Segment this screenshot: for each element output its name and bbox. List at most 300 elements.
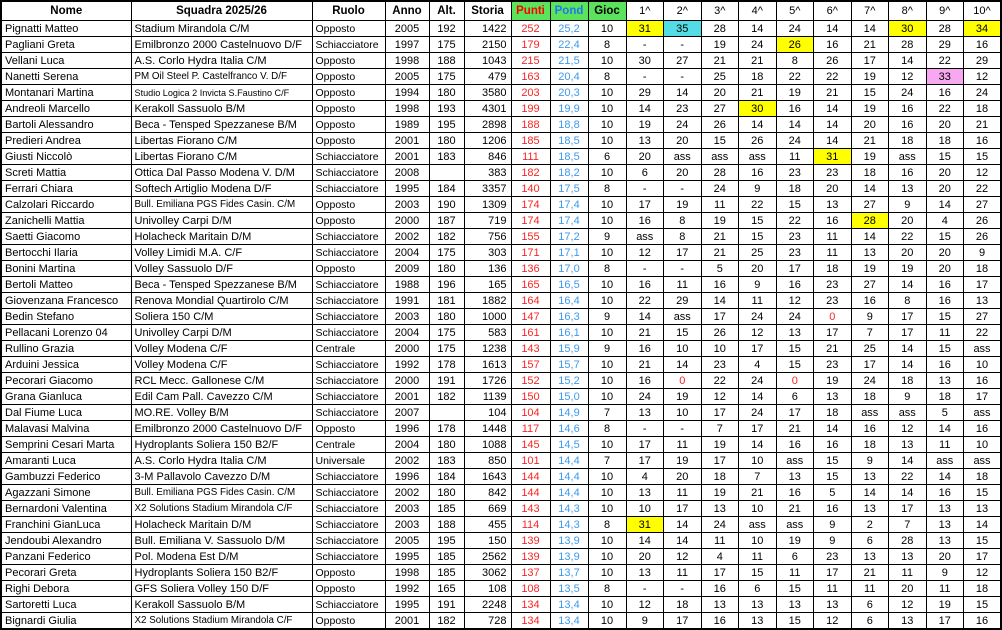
cell-giornata-3: 14 xyxy=(701,293,739,309)
cell-giornata-10: 22 xyxy=(964,325,1002,341)
cell-giornata-1: 9 xyxy=(626,613,664,630)
cell-giornata-7: 6 xyxy=(851,597,889,613)
cell-nome: Malavasi Malvina xyxy=(1,421,131,437)
cell-storia: 455 xyxy=(464,517,511,533)
cell-alt: 175 xyxy=(429,325,464,341)
cell-anno: 2004 xyxy=(385,325,429,341)
cell-giornata-4: 9 xyxy=(739,277,777,293)
cell-giornata-2: 11 xyxy=(664,437,702,453)
cell-punti: 145 xyxy=(511,437,550,453)
cell-nome: Bedin Stefano xyxy=(1,309,131,325)
cell-storia: 1422 xyxy=(464,21,511,37)
cell-anno: 1998 xyxy=(385,101,429,117)
cell-ruolo: Centrale xyxy=(312,437,385,453)
cell-giornata-9: 20 xyxy=(926,245,964,261)
cell-giornata-1: 20 xyxy=(626,549,664,565)
cell-giornata-6: 11 xyxy=(814,229,852,245)
cell-giornata-6: 13 xyxy=(814,389,852,405)
cell-storia: 136 xyxy=(464,261,511,277)
cell-giornata-5: 15 xyxy=(776,197,814,213)
cell-giornata-3: 26 xyxy=(701,117,739,133)
cell-punti: 174 xyxy=(511,213,550,229)
cell-giornata-5: 21 xyxy=(776,501,814,517)
cell-ruolo: Opposto xyxy=(312,565,385,581)
cell-pond: 13,9 xyxy=(550,533,588,549)
cell-giornata-1: 17 xyxy=(626,453,664,469)
cell-alt: 182 xyxy=(429,389,464,405)
cell-nome: Montanari Martina xyxy=(1,85,131,101)
cell-giornata-9: 13 xyxy=(926,533,964,549)
cell-giornata-3: 10 xyxy=(701,341,739,357)
cell-giornata-9: 20 xyxy=(926,261,964,277)
cell-gioc: 10 xyxy=(588,277,626,293)
cell-giornata-5: 17 xyxy=(776,261,814,277)
cell-alt: 175 xyxy=(429,245,464,261)
cell-anno: 2003 xyxy=(385,197,429,213)
cell-nome: Bertoli Matteo xyxy=(1,277,131,293)
cell-gioc: 9 xyxy=(588,309,626,325)
column-header-giornata-6: 6^ xyxy=(814,1,852,21)
cell-giornata-3: 18 xyxy=(701,469,739,485)
cell-punti: 134 xyxy=(511,613,550,630)
cell-giornata-7: 6 xyxy=(851,533,889,549)
cell-giornata-9: 18 xyxy=(926,133,964,149)
cell-squadra: Libertas Fiorano C/M xyxy=(131,133,312,149)
cell-ruolo: Opposto xyxy=(312,581,385,597)
table-row xyxy=(1,37,1001,53)
cell-giornata-5: 0 xyxy=(776,373,814,389)
cell-giornata-10: 27 xyxy=(964,309,1002,325)
cell-giornata-2: 17 xyxy=(664,245,702,261)
cell-giornata-7: 27 xyxy=(851,197,889,213)
cell-giornata-7: 13 xyxy=(851,469,889,485)
cell-nome: Agazzani Simone xyxy=(1,485,131,501)
cell-punti: 171 xyxy=(511,245,550,261)
cell-giornata-1: - xyxy=(626,37,664,53)
cell-nome: Bertocchi Ilaria xyxy=(1,245,131,261)
cell-giornata-3: 23 xyxy=(701,357,739,373)
cell-giornata-4: 11 xyxy=(739,549,777,565)
cell-giornata-10: 17 xyxy=(964,277,1002,293)
cell-giornata-10: ass xyxy=(964,405,1002,421)
cell-storia: 1000 xyxy=(464,309,511,325)
cell-ruolo: Schiacciatore xyxy=(312,485,385,501)
cell-giornata-7: 7 xyxy=(851,325,889,341)
cell-giornata-8: 14 xyxy=(889,341,927,357)
cell-punti: 174 xyxy=(511,197,550,213)
cell-giornata-2: 15 xyxy=(664,325,702,341)
cell-giornata-5: 23 xyxy=(776,245,814,261)
cell-pond: 17,5 xyxy=(550,181,588,197)
cell-gioc: 7 xyxy=(588,405,626,421)
cell-giornata-10: 16 xyxy=(964,373,1002,389)
cell-anno: 2003 xyxy=(385,517,429,533)
cell-squadra: Volley Limidi M.A. C/F xyxy=(131,245,312,261)
cell-giornata-1: 13 xyxy=(626,485,664,501)
cell-squadra: RCL Mecc. Gallonese C/M xyxy=(131,373,312,389)
cell-alt: 180 xyxy=(429,309,464,325)
cell-gioc: 8 xyxy=(588,581,626,597)
cell-storia: 1309 xyxy=(464,197,511,213)
cell-giornata-4: 22 xyxy=(739,197,777,213)
cell-giornata-6: 14 xyxy=(814,21,852,37)
cell-giornata-2: 29 xyxy=(664,293,702,309)
cell-giornata-6: 19 xyxy=(814,373,852,389)
cell-giornata-5: 24 xyxy=(776,21,814,37)
cell-anno: 1997 xyxy=(385,37,429,53)
cell-giornata-7: 13 xyxy=(851,501,889,517)
cell-giornata-4: 24 xyxy=(739,373,777,389)
cell-giornata-2: - xyxy=(664,37,702,53)
cell-giornata-8: 13 xyxy=(889,549,927,565)
table-row xyxy=(1,149,1001,165)
cell-gioc: 8 xyxy=(588,37,626,53)
cell-giornata-6: 14 xyxy=(814,117,852,133)
cell-pond: 22,4 xyxy=(550,37,588,53)
cell-giornata-10: 12 xyxy=(964,69,1002,85)
cell-giornata-5: 24 xyxy=(776,133,814,149)
cell-giornata-2: 14 xyxy=(664,533,702,549)
cell-ruolo: Schiacciatore xyxy=(312,405,385,421)
cell-giornata-2: - xyxy=(664,181,702,197)
header-row xyxy=(1,1,1001,21)
cell-gioc: 10 xyxy=(588,245,626,261)
cell-storia: 728 xyxy=(464,613,511,630)
cell-pond: 16,5 xyxy=(550,277,588,293)
cell-giornata-1: 12 xyxy=(626,245,664,261)
cell-squadra: Libertas Fiorano C/M xyxy=(131,149,312,165)
cell-ruolo: Centrale xyxy=(312,341,385,357)
cell-giornata-8: 16 xyxy=(889,101,927,117)
cell-storia: 669 xyxy=(464,501,511,517)
cell-giornata-10: 12 xyxy=(964,565,1002,581)
cell-storia: 1882 xyxy=(464,293,511,309)
cell-alt xyxy=(429,405,464,421)
cell-squadra: A.S. Corlo Hydra Italia C/M xyxy=(131,53,312,69)
cell-giornata-2: 27 xyxy=(664,53,702,69)
cell-ruolo: Opposto xyxy=(312,197,385,213)
cell-alt: 188 xyxy=(429,517,464,533)
cell-ruolo: Opposto xyxy=(312,117,385,133)
cell-nome: Franchini GianLuca xyxy=(1,517,131,533)
cell-pond: 21,5 xyxy=(550,53,588,69)
cell-punti: 164 xyxy=(511,293,550,309)
cell-giornata-6: 0 xyxy=(814,309,852,325)
cell-giornata-7: 19 xyxy=(851,101,889,117)
cell-storia: 1206 xyxy=(464,133,511,149)
cell-ruolo: Schiacciatore xyxy=(312,597,385,613)
cell-giornata-2: 18 xyxy=(664,597,702,613)
cell-giornata-1: 17 xyxy=(626,437,664,453)
cell-giornata-1: 13 xyxy=(626,405,664,421)
cell-pond: 14,9 xyxy=(550,405,588,421)
cell-giornata-10: 13 xyxy=(964,501,1002,517)
cell-pond: 15,9 xyxy=(550,341,588,357)
cell-giornata-2: 19 xyxy=(664,389,702,405)
cell-giornata-3: 16 xyxy=(701,581,739,597)
cell-punti: 185 xyxy=(511,133,550,149)
cell-giornata-3: 28 xyxy=(701,165,739,181)
cell-giornata-3: 26 xyxy=(701,325,739,341)
cell-giornata-8: 12 xyxy=(889,421,927,437)
cell-giornata-3: ass xyxy=(701,149,739,165)
cell-squadra: Kerakoll Sassuolo B/M xyxy=(131,101,312,117)
cell-squadra: Bull. Emiliana PGS Fides Casin. C/M xyxy=(131,485,312,501)
cell-gioc: 10 xyxy=(588,613,626,630)
cell-giornata-7: 16 xyxy=(851,421,889,437)
cell-giornata-10: 16 xyxy=(964,613,1002,630)
cell-anno: 1995 xyxy=(385,549,429,565)
cell-giornata-7: 19 xyxy=(851,69,889,85)
column-header-nome: Nome xyxy=(1,1,131,21)
cell-giornata-5: 13 xyxy=(776,469,814,485)
cell-giornata-10: 15 xyxy=(964,533,1002,549)
cell-giornata-2: ass xyxy=(664,149,702,165)
cell-giornata-10: 17 xyxy=(964,389,1002,405)
cell-ruolo: Schiacciatore xyxy=(312,37,385,53)
cell-storia: 104 xyxy=(464,405,511,421)
table-row xyxy=(1,501,1001,517)
cell-giornata-9: 4 xyxy=(926,213,964,229)
cell-pond: 17,0 xyxy=(550,261,588,277)
cell-giornata-2: 10 xyxy=(664,405,702,421)
cell-punti: 108 xyxy=(511,581,550,597)
cell-giornata-4: 17 xyxy=(739,421,777,437)
cell-squadra: Studio Logica 2 Invicta S.Faustino C/F xyxy=(131,85,312,101)
cell-gioc: 8 xyxy=(588,421,626,437)
cell-giornata-8: 17 xyxy=(889,325,927,341)
cell-nome: Pagliani Greta xyxy=(1,37,131,53)
cell-giornata-10: 16 xyxy=(964,133,1002,149)
cell-giornata-4: 26 xyxy=(739,133,777,149)
cell-giornata-1: 14 xyxy=(626,533,664,549)
cell-giornata-8: 9 xyxy=(889,197,927,213)
cell-giornata-3: 7 xyxy=(701,421,739,437)
cell-giornata-7: 17 xyxy=(851,53,889,69)
cell-pond: 17,4 xyxy=(550,197,588,213)
cell-storia: 2248 xyxy=(464,597,511,613)
cell-giornata-6: 14 xyxy=(814,421,852,437)
cell-giornata-8: 13 xyxy=(889,613,927,630)
cell-giornata-4: 16 xyxy=(739,165,777,181)
cell-giornata-6: 18 xyxy=(814,261,852,277)
cell-giornata-6: 15 xyxy=(814,453,852,469)
cell-giornata-1: 21 xyxy=(626,325,664,341)
cell-giornata-6: 13 xyxy=(814,597,852,613)
table-row xyxy=(1,229,1001,245)
cell-giornata-4: 10 xyxy=(739,453,777,469)
cell-punti: 182 xyxy=(511,165,550,181)
cell-giornata-1: 20 xyxy=(626,149,664,165)
cell-pond: 14,3 xyxy=(550,501,588,517)
cell-storia: 4301 xyxy=(464,101,511,117)
cell-giornata-4: 12 xyxy=(739,325,777,341)
cell-giornata-3: 19 xyxy=(701,37,739,53)
cell-squadra: Ottica Dal Passo Modena V. D/M xyxy=(131,165,312,181)
cell-punti: 137 xyxy=(511,565,550,581)
cell-pond: 20,4 xyxy=(550,69,588,85)
cell-pond: 13,9 xyxy=(550,549,588,565)
cell-giornata-7: 19 xyxy=(851,261,889,277)
column-header-giornata-3: 3^ xyxy=(701,1,739,21)
cell-storia: 842 xyxy=(464,485,511,501)
cell-giornata-5: 15 xyxy=(776,357,814,373)
cell-giornata-4: 15 xyxy=(739,213,777,229)
cell-storia: 1238 xyxy=(464,341,511,357)
cell-squadra: Univolley Carpi D/M xyxy=(131,325,312,341)
cell-storia: 383 xyxy=(464,165,511,181)
cell-squadra: Renova Mondial Quartirolo C/M xyxy=(131,293,312,309)
cell-giornata-4: 9 xyxy=(739,181,777,197)
cell-anno: 2007 xyxy=(385,405,429,421)
cell-giornata-6: 23 xyxy=(814,357,852,373)
column-header-giornata-1: 1^ xyxy=(626,1,664,21)
cell-squadra: Emilbronzo 2000 Castelnuovo D/F xyxy=(131,421,312,437)
cell-pond: 13,4 xyxy=(550,597,588,613)
cell-giornata-2: 10 xyxy=(664,341,702,357)
cell-giornata-3: 4 xyxy=(701,549,739,565)
cell-giornata-7: 15 xyxy=(851,85,889,101)
cell-giornata-6: 11 xyxy=(814,581,852,597)
column-header-anno: Anno xyxy=(385,1,429,21)
cell-giornata-4: 21 xyxy=(739,85,777,101)
cell-pond: 19,9 xyxy=(550,101,588,117)
cell-nome: Calzolari Riccardo xyxy=(1,197,131,213)
cell-anno: 2009 xyxy=(385,261,429,277)
cell-anno: 2005 xyxy=(385,21,429,37)
cell-nome: Righi Debora xyxy=(1,581,131,597)
cell-punti: 252 xyxy=(511,21,550,37)
cell-nome: Rullino Grazia xyxy=(1,341,131,357)
cell-nome: Pecorari Greta xyxy=(1,565,131,581)
cell-nome: Zanichelli Mattia xyxy=(1,213,131,229)
cell-giornata-9: 13 xyxy=(926,517,964,533)
cell-gioc: 9 xyxy=(588,229,626,245)
cell-anno: 1995 xyxy=(385,181,429,197)
cell-ruolo: Opposto xyxy=(312,101,385,117)
table-row xyxy=(1,197,1001,213)
cell-giornata-1: 22 xyxy=(626,293,664,309)
cell-squadra: Volley Sassuolo D/F xyxy=(131,261,312,277)
cell-giornata-10: 9 xyxy=(964,245,1002,261)
cell-giornata-8: 14 xyxy=(889,53,927,69)
cell-nome: Gambuzzi Federico xyxy=(1,469,131,485)
cell-giornata-9: 15 xyxy=(926,341,964,357)
cell-giornata-1: 16 xyxy=(626,341,664,357)
cell-ruolo: Schiacciatore xyxy=(312,149,385,165)
cell-anno: 1996 xyxy=(385,421,429,437)
cell-giornata-8: 8 xyxy=(889,293,927,309)
cell-nome: Vellani Luca xyxy=(1,53,131,69)
cell-alt: 175 xyxy=(429,69,464,85)
cell-giornata-9: 14 xyxy=(926,421,964,437)
cell-nome: Sartoretti Luca xyxy=(1,597,131,613)
cell-pond: 18,8 xyxy=(550,117,588,133)
cell-giornata-6: 31 xyxy=(814,149,852,165)
cell-anno: 2001 xyxy=(385,149,429,165)
cell-giornata-2: 0 xyxy=(664,373,702,389)
cell-anno: 2000 xyxy=(385,341,429,357)
cell-gioc: 10 xyxy=(588,101,626,117)
cell-giornata-3: 16 xyxy=(701,277,739,293)
cell-giornata-9: 29 xyxy=(926,37,964,53)
cell-punti: 134 xyxy=(511,597,550,613)
cell-nome: Giusti Niccolò xyxy=(1,149,131,165)
cell-giornata-5: 8 xyxy=(776,53,814,69)
cell-pond: 16,3 xyxy=(550,309,588,325)
cell-giornata-10: 26 xyxy=(964,213,1002,229)
cell-pond: 18,5 xyxy=(550,133,588,149)
cell-anno: 2002 xyxy=(385,229,429,245)
cell-giornata-9: 20 xyxy=(926,165,964,181)
cell-giornata-8: 22 xyxy=(889,469,927,485)
cell-giornata-9: ass xyxy=(926,453,964,469)
cell-giornata-8: 24 xyxy=(889,85,927,101)
cell-alt: 191 xyxy=(429,597,464,613)
cell-nome: Arduini Jessica xyxy=(1,357,131,373)
cell-giornata-1: 31 xyxy=(626,517,664,533)
cell-storia: 3580 xyxy=(464,85,511,101)
cell-giornata-8: 20 xyxy=(889,245,927,261)
cell-pond: 16,1 xyxy=(550,325,588,341)
cell-punti: 188 xyxy=(511,117,550,133)
cell-giornata-5: 23 xyxy=(776,229,814,245)
cell-nome: Screti Mattia xyxy=(1,165,131,181)
cell-giornata-3: 17 xyxy=(701,565,739,581)
cell-anno: 1998 xyxy=(385,53,429,69)
cell-gioc: 8 xyxy=(588,261,626,277)
cell-ruolo: Opposto xyxy=(312,613,385,630)
cell-giornata-9: 17 xyxy=(926,613,964,630)
table-row xyxy=(1,533,1001,549)
column-header-giornata-9: 9^ xyxy=(926,1,964,21)
cell-alt: 180 xyxy=(429,485,464,501)
cell-pond: 15,7 xyxy=(550,357,588,373)
cell-giornata-9: 15 xyxy=(926,309,964,325)
cell-anno: 1994 xyxy=(385,85,429,101)
cell-giornata-1: 16 xyxy=(626,277,664,293)
cell-giornata-2: 12 xyxy=(664,549,702,565)
cell-punti: 147 xyxy=(511,309,550,325)
cell-punti: 114 xyxy=(511,517,550,533)
cell-anno: 1996 xyxy=(385,469,429,485)
cell-storia: 150 xyxy=(464,533,511,549)
cell-gioc: 8 xyxy=(588,517,626,533)
cell-squadra: Stadium Mirandola C/M xyxy=(131,21,312,37)
cell-giornata-3: 25 xyxy=(701,69,739,85)
cell-giornata-5: 6 xyxy=(776,389,814,405)
cell-punti: 117 xyxy=(511,421,550,437)
cell-giornata-4: 10 xyxy=(739,501,777,517)
cell-squadra: Edil Cam Pall. Cavezzo C/M xyxy=(131,389,312,405)
cell-alt: 165 xyxy=(429,581,464,597)
cell-giornata-10: 13 xyxy=(964,293,1002,309)
cell-punti: 155 xyxy=(511,229,550,245)
cell-giornata-5: 13 xyxy=(776,597,814,613)
cell-giornata-1: 13 xyxy=(626,133,664,149)
cell-giornata-8: 13 xyxy=(889,181,927,197)
cell-alt: 193 xyxy=(429,101,464,117)
cell-ruolo: Schiacciatore xyxy=(312,501,385,517)
cell-giornata-9: 16 xyxy=(926,85,964,101)
cell-giornata-4: 21 xyxy=(739,485,777,501)
cell-giornata-9: 16 xyxy=(926,293,964,309)
cell-gioc: 10 xyxy=(588,565,626,581)
cell-giornata-1: - xyxy=(626,421,664,437)
cell-punti: 161 xyxy=(511,325,550,341)
cell-storia: 2562 xyxy=(464,549,511,565)
cell-giornata-5: 18 xyxy=(776,181,814,197)
